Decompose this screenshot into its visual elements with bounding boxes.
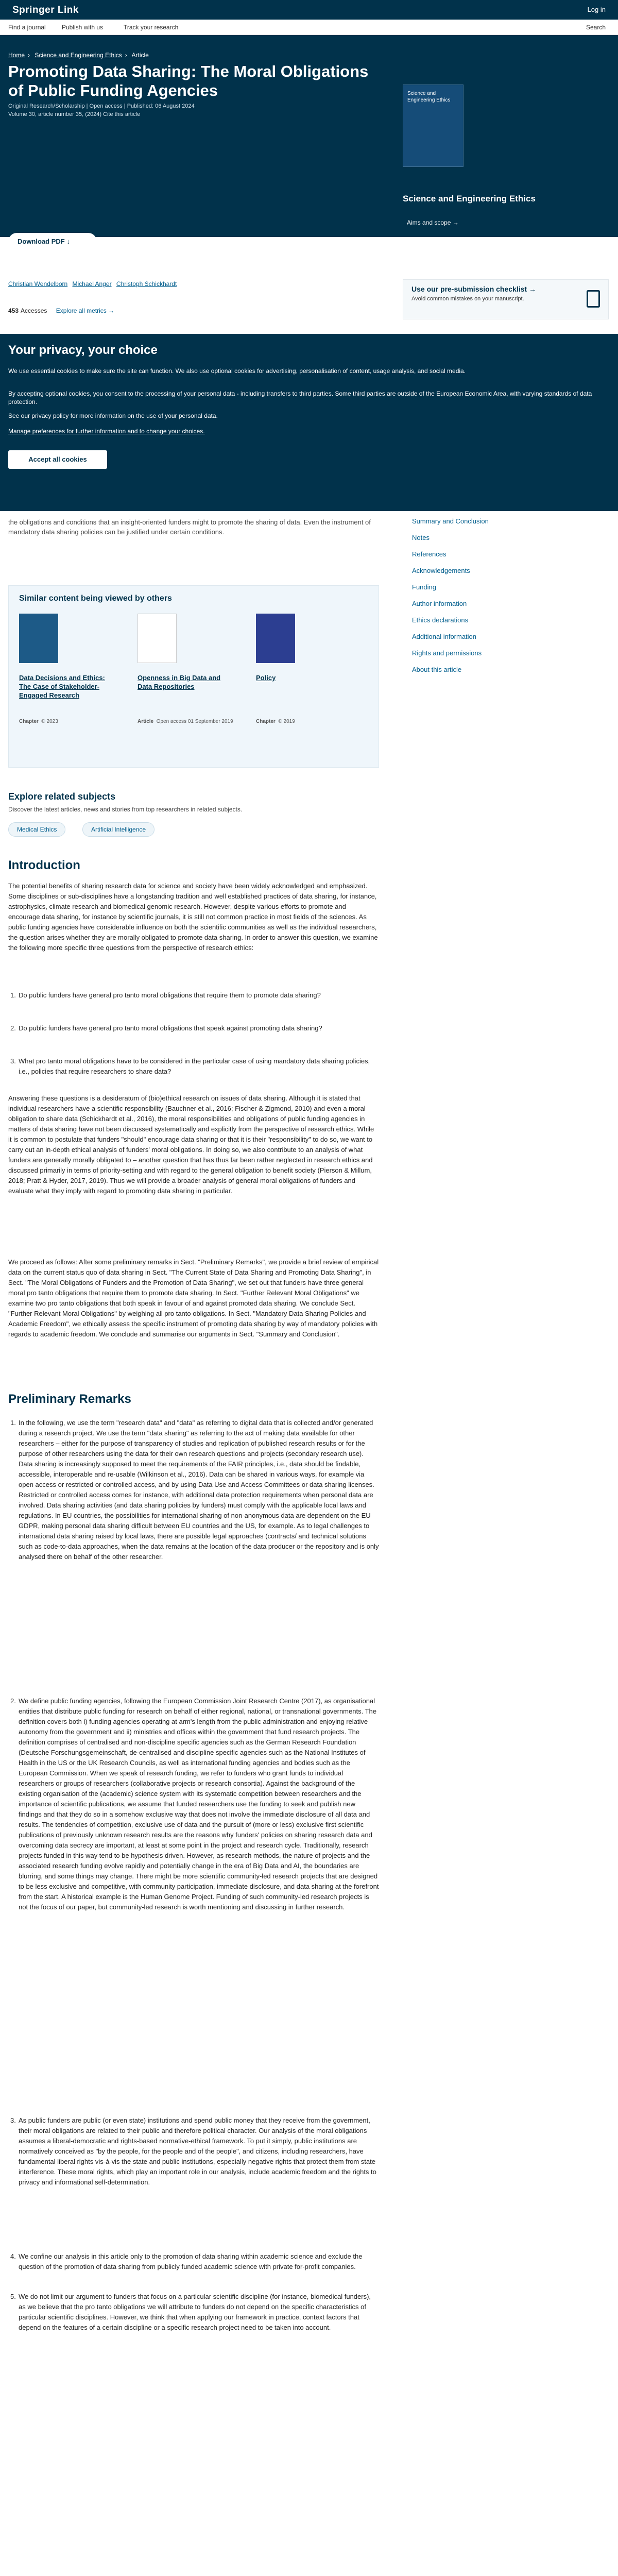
toc-item[interactable]: References (412, 550, 447, 558)
intro-paragraph: The potential benefits of sharing research data for science and society have been widely acknowledged and emphasized. Some disciplines or sub-disciplines have a longstanding tradition and well established practices of data sharing, for instance, astrophysics, climate research and biomedical genomic research. However, despite various efforts to promote and encourage data sharing, for instance by scientific journals, it is still not common practice in most fields of the sciences. As public funding agencies have considerable influence on both the scientific communities as well as the individual researchers, the question arises whether they are morally obligated to promote data sharing. In order to answer this question, we examine the following more specific three questions from the perspective of research ethics: (8, 882, 378, 952)
article-title: Promoting Data Sharing: The Moral Obligations of Public Funding Agencies (8, 62, 369, 99)
explore-metrics-link[interactable]: Explore all metrics → (56, 307, 115, 314)
cookie-title: Your privacy, your choice (8, 343, 158, 357)
manage-preferences-link[interactable]: Manage preferences for further information and to change your choices. (8, 428, 205, 435)
toc-item[interactable]: Ethics declarations (412, 616, 469, 624)
toc-item[interactable]: Additional information (412, 633, 477, 640)
author-link[interactable]: Christoph Schickhardt (116, 280, 177, 287)
toc-item[interactable]: Acknowledgements (412, 567, 470, 574)
breadcrumb-journal[interactable]: Science and Engineering Ethics (35, 52, 122, 59)
pre-submission-box[interactable] (403, 279, 609, 319)
author-link[interactable]: Michael Anger (72, 280, 112, 287)
subject-pill[interactable]: Medical Ethics (8, 822, 65, 837)
breadcrumb-home[interactable]: Home (8, 52, 25, 59)
toc-item[interactable]: Summary and Conclusion (412, 517, 489, 525)
question-item: 3. What pro tanto moral obligations have to be considered in the particular case of using mandatory data sharing policies, i.e., policies that require researchers to share data? (10, 1057, 370, 1075)
similar-title[interactable]: Openness in Big Data and Data Repositories (138, 674, 221, 690)
article-volume: Volume 30, article number 35, (2024) Cite this article (8, 111, 141, 117)
cookie-text: By accepting optional cookies, you consent to the processing of your personal data - including transfers to third parties. Some third parties are outside of the European Economic Area, with varying standards of data protection. (8, 390, 592, 405)
springer-link-logo[interactable]: Springer Link (12, 5, 79, 15)
table-of-contents (412, 517, 608, 682)
breadcrumb-article: Article (131, 52, 149, 59)
toc-item[interactable]: About this article (412, 666, 462, 673)
track-research-link[interactable]: Track your research (124, 24, 179, 31)
author-list (8, 280, 180, 287)
remark-item: 4. We confine our analysis in this article only to the promotion of data sharing within academic science and exclude the question of the promotion of data sharing from publicly funded academic science with private for-profit companies. (10, 2252, 363, 2270)
article-meta: Original Research/Scholarship | Open access | Published: 06 August 2024 (8, 103, 195, 109)
sub-navigation (0, 20, 618, 35)
aims-scope-link[interactable]: Aims and scope → (407, 219, 459, 226)
explore-text: Discover the latest articles, news and stories from top researchers in related subjects. (8, 806, 243, 813)
subject-pill[interactable]: Artificial Intelligence (82, 822, 154, 837)
search-link[interactable]: Search (586, 24, 606, 31)
cookie-text: We use essential cookies to make sure the site can function. We also use optional cookies for advertising, personalisation of content, usage analysis, and social media. (8, 367, 466, 375)
author-link[interactable]: Christian Wendelborn (8, 280, 68, 287)
download-pdf-button[interactable]: Download PDF ↓ (8, 233, 97, 250)
intro-paragraph: Answering these questions is a desideratum of (bio)ethical research on issues of data sharing. Although it is stated that individual researchers have a scientific responsibility (Bauchner et al., 2016; Fischer & Zigmond, 2010) and even a moral obligation to share data (Schickhardt et al., 2016), the moral responsibilities and obligations of public funding agencies in matters of data sharing have not been discussed systematically and explicitly from the perspective of research ethics. While it is common to postulate that funders "should" encourage data sharing or that it is their "responsibility" to do so, we want to carry out an in-depth ethical analysis of funders' moral obligations. In doing so, we also contribute to an analysis of what funders are generally morally obligated to – another question that has thus far been rather neglected in research ethics and discussed primarily in terms of priority-setting and with regard to the general obligation to benefit society (Pierson & Millum, 2018; Pratt & Hyder, 2017, 2019). Thus we will provide a broader analysis of general moral obligations of funders and evaluate what they imply with regard to promoting data sharing in particular. (8, 1094, 374, 1195)
cookie-banner (0, 334, 618, 511)
breadcrumb: Home › Science and Engineering Ethics › Article (8, 52, 149, 59)
accesses-label: Accesses (21, 307, 47, 314)
find-journal-link[interactable]: Find a journal (8, 24, 46, 31)
similar-thumbnail[interactable] (256, 614, 295, 663)
similar-thumbnail[interactable] (138, 614, 177, 663)
explore-heading: Explore related subjects (8, 791, 116, 802)
similar-heading: Similar content being viewed by others (19, 594, 172, 603)
similar-thumbnail[interactable] (19, 614, 58, 663)
submit-manuscript-link[interactable]: Submit manuscript → (407, 240, 466, 247)
login-link[interactable]: Log in (587, 6, 606, 13)
intro-heading: Introduction (8, 858, 80, 872)
accept-cookies-button[interactable]: Accept all cookies (8, 450, 107, 469)
pre-submission-text: Avoid common mistakes on your manuscript. (411, 296, 524, 302)
privacy-policy-link[interactable]: See our privacy policy for more information on the use of your personal data. (8, 412, 218, 419)
top-bar (0, 0, 618, 20)
similar-title[interactable]: Policy (256, 674, 276, 682)
access-note: You have full access to this open access article (108, 238, 227, 244)
checklist-icon (587, 290, 600, 308)
similar-meta: Chapter © 2023 (19, 719, 58, 724)
similar-title[interactable]: Data Decisions and Ethics: The Case of Stakeholder-Engaged Research (19, 674, 105, 699)
prelim-heading: Preliminary Remarks (8, 1392, 131, 1406)
similar-meta: Article Open access 01 September 2019 (138, 719, 233, 724)
question-item: 1. Do public funders have general pro tanto moral obligations that require them to promote data sharing? (10, 991, 321, 999)
accesses-count: 453 (8, 307, 19, 314)
pre-submission-title[interactable]: Use our pre-submission checklist → (411, 285, 536, 293)
similar-meta: Chapter © 2019 (256, 719, 295, 724)
remark-item: 3. As public funders are public (or even state) institutions and spend public money that they receive from the government, their moral obligations are related to their public and therefore political character. Our analysis of the moral obligations assumes a liberal-democratic and rights-based normative-ethical framework. To put it simply, public institutions are normatively conceived as "by the people, for the people and of the people", and citizens, including researchers, have fundamental liberal rights vis-à-vis the state and public institutions, especially negative rights that protect them from state interference. These moral rights, which play an important role in our analysis, include academic freedom and the rights to privacy and informational self-determination. (10, 2116, 376, 2186)
journal-name[interactable]: Science and Engineering Ethics (403, 194, 536, 204)
remark-item: 2. We define public funding agencies, following the European Commission Joint Research Centre (2017), as organisational entities that distribute public funding for research on behalf of either regional, national, or transnational governments. The definition covers both i) funding agencies operating at arm's length from the public administration and enjoying relative autonomy from the government and ii) ministries and offices within the government that fund research projects. The definition comprises of centralised and non-discipline specific agencies such as the German Research Foundation (Deutsche Forschungsgemeinschaft, de-centralised and discipline specific agencies such as the National Institutes of Health in the US or the UK Research Councils, as well as international funding agencies and bodies such as the European Commission. When we speak of research funding, we refer to funders who grant funds to individual researchers or groups of researchers (collaborative projects or research consortia). Against the background of the existing organisation of the (academic) science system with its systematic competition between researchers and the importance of scientific publications, we assume that funded researchers use the funding to seek and publish new findings and that they do so in a somehow exclusive way that does not involve the immediate disclosure of all data and results. The tendencies of competition, exclusive use of data and the pursuit of (more or less) exclusive first scientific publications of previously unknown research results are the reasons why funders' policies on sharing research data and overcoming data secrecy are important, at least at some point in the project and research cycle. Traditionally, research projects funded in this way tend to be hypothesis driven. However, as research methods, the nature of projects and the associated research funding evolve rapidly and potentially change in the era of Big Data and AI, the boundaries are blurring, and some things may change. There might be more scientific community-led research projects that are designed to be less exclusive and competitive, with community participation, immediate disclosure, and data sharing at the forefront from the start. A historical example is the Human Genome Project. Funding of such community-led research projects is not the focus of our paper, but community-led research is worth mentioning and discussing in further research. (10, 1697, 379, 1911)
toc-item[interactable]: Author information (412, 600, 467, 607)
intro-paragraph: We proceed as follows: After some preliminary remarks in Sect. "Preliminary Remarks", we provide a brief review of empirical data on the current status quo of data sharing in Sect. "The Current State of Data Sharing and Promoting Data Sharing", in Sect. "The Moral Obligations of Funders and the Promotion of Data Sharing", we set out that funders have three general moral pro tanto obligations that require them to promote data sharing. In Sect. "Further Relevant Moral Obligations" we examine two pro tanto obligations that both speak in favour of and against promoted data sharing. We conclude Sect. "Further Relevant Moral Obligations" by weighing all pro tanto obligations. In Sect. "Mandatory Data Sharing Policies and Academic Freedom", we ethically assess the specific instrument of promoting data sharing by way of mandatory policies with regards to academic freedom. We conclude and summarise our arguments in Sect. "Summary and Conclusion". (8, 1258, 379, 1338)
journal-cover-title: Science and Engineering Ethics (407, 91, 451, 103)
metrics-bar (8, 307, 122, 314)
toc-item[interactable]: Notes (412, 534, 430, 541)
remark-item: 5. We do not limit our argument to funders that focus on a particular scientific discipline (for instance, biomedical funders), as we believe that the pro tanto obligations we will attribute to funders do not depend on the specific characteristics of particular scientific disciplines. However, we think that when applying our framework in practice, context factors that depend on the features of a certain discipline or a specific research project need to be taken into account. (10, 2293, 371, 2331)
question-item: 2. Do public funders have general pro tanto moral obligations that speak against promoting data sharing? (10, 1024, 322, 1032)
publish-link[interactable]: Publish with us (62, 24, 104, 31)
toc-item[interactable]: Rights and permissions (412, 649, 482, 657)
similar-content (8, 585, 379, 768)
toc-item[interactable]: Funding (412, 583, 436, 591)
abstract-text: the obligations and conditions that an insight-oriented funders might to promote the sharing of data. Even the instrument of mandatory data sharing policies can be justified under certain conditions. (8, 518, 371, 536)
remark-item: 1. In the following, we use the term "research data" and "data" as referring to digital data that is collected and/or generated during a research project. We use the term "data sharing" as referring to the act of making data available for other researchers – either for the purpose of transparency of studies and replication of published research results or for the purpose of other researchers using the data for their own research questions and projects (secondary research use). Data sharing is increasingly supposed to meet the requirements of the FAIR principles, i.e., data should be findable, accessible, interoperable and re-usable (Wilkinson et al., 2016). Data can be shared in various ways, for example via open access or restricted or controlled access, and by using Data Use and Access Committees or data sharing licenses. Restricted or controlled access comes for instance, with additional data protection requirements when personal data are involved. Data sharing activities (and data sharing policies by funders) must comply with the applicable local laws and regulations. In EU countries, the possibilities for international sharing of non-anonymous data are dependent on the EU GDPR, making personal data sharing difficult between EU countries and the US, for example. As to legal challenges to international data sharing raised by local laws, there are possible legal approaches (contracts/ and technical solutions such as code-to-data approaches, when the data remains at the location of the data producer or the repository and is only analysed there on behalf of the other researcher. (10, 1419, 379, 1561)
journal-cover[interactable] (403, 84, 464, 167)
